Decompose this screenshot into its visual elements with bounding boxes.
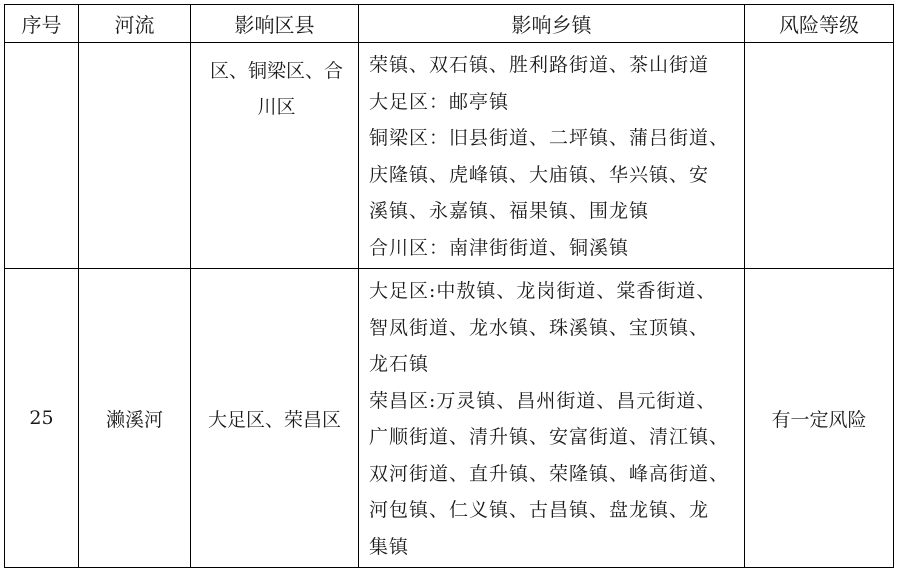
town-line: 双河街道、直升镇、荣隆镇、峰高街道、 <box>369 462 730 485</box>
cell-no <box>5 43 79 269</box>
table-row <box>5 269 894 568</box>
table-row <box>5 43 894 269</box>
town-line: 智凤街道、龙水镇、珠溪镇、宝顶镇、 <box>369 316 710 339</box>
county-line: 区、铜梁区、合 <box>209 60 343 82</box>
header-no: 序号 <box>5 5 79 43</box>
cell-county <box>191 43 359 269</box>
header-risk: 风险等级 <box>745 5 894 43</box>
cell-towns <box>359 43 745 269</box>
cell-river <box>79 43 191 269</box>
town-line: 大足区:中敖镇、龙岗街道、棠香街道、 <box>369 280 717 302</box>
town-line: 溪镇、永嘉镇、福果镇、围龙镇 <box>369 200 650 222</box>
town-line: 大足区：邮亭镇 <box>369 90 510 113</box>
cell-river: 濑溪河 <box>79 269 191 568</box>
town-line: 荣昌区:万灵镇、昌州街道、昌元街道、 <box>369 389 717 412</box>
town-line: 荣镇、双石镇、胜利路街道、茶山街道 <box>369 54 710 76</box>
header-row <box>5 5 894 43</box>
header-towns: 影响乡镇 <box>359 5 745 43</box>
cell-county: 大足区、荣昌区 <box>191 269 359 568</box>
cell-towns <box>359 269 745 568</box>
county-line: 川区 <box>257 96 296 118</box>
town-line: 铜梁区：旧县街道、二坪镇、蒲吕街道、 <box>369 127 730 149</box>
town-line: 河包镇、仁义镇、古昌镇、盘龙镇、龙 <box>369 499 710 521</box>
risk-table <box>4 4 894 568</box>
cell-risk <box>745 43 894 269</box>
town-line: 合川区：南津街街道、铜溪镇 <box>369 236 630 259</box>
cell-no: 25 <box>5 269 79 568</box>
town-line: 庆隆镇、虎峰镇、大庙镇、华兴镇、安 <box>369 163 710 186</box>
town-line: 广顺街道、清升镇、安富街道、清江镇、 <box>369 426 730 448</box>
cell-risk: 有一定风险 <box>745 269 894 568</box>
town-line: 龙石镇 <box>369 353 430 375</box>
header-county: 影响区县 <box>191 5 359 43</box>
town-line: 集镇 <box>369 535 410 558</box>
header-river: 河流 <box>79 5 191 43</box>
